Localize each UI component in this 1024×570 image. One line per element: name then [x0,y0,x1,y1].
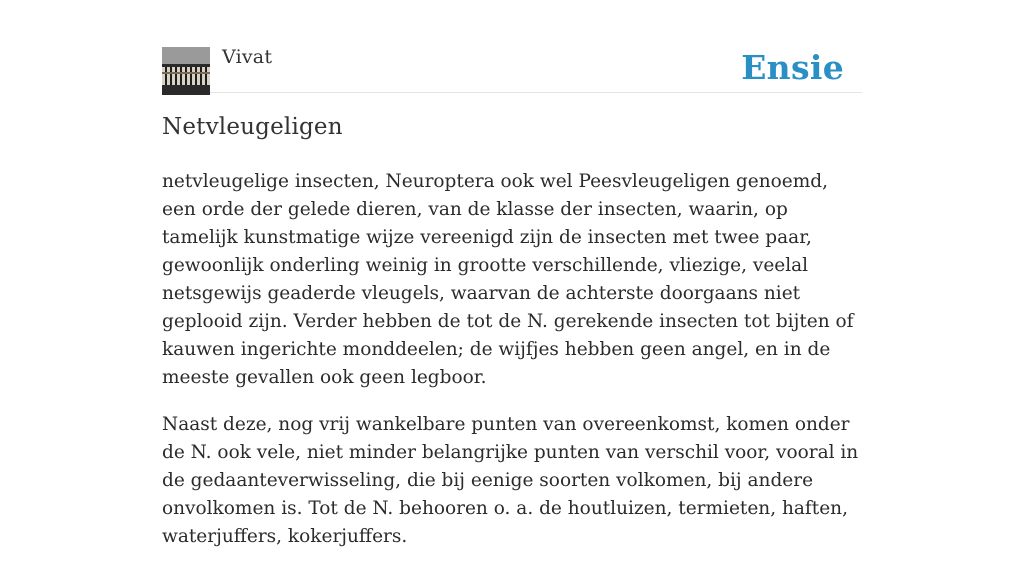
site-header [162,0,862,93]
article-paragraph: Naast deze, nog vrij wankelbare punten van overeenkomst, komen onder de N. ook vele, niet minder belangrijke punten van verschil voor, vooral in de gedaanteverwisseling, die bij eenige soorten volkomen, bij andere onvolkomen is. Tot de N. behooren o. a. de houtluizen, termieten, haften, waterjuffers, kokerjuffers. [162,414,859,547]
page [162,0,862,547]
brand-logo[interactable]: Ensie [741,48,844,87]
author-avatar[interactable] [162,47,210,95]
author-name[interactable]: Vivat [222,46,273,68]
article-paragraph: netvleugelige insecten, Neuroptera ook wel Peesvleugeligen genoemd, een orde der gelede dieren, van de klasse der insecten, waarin, op tamelijk kunstmatige wijze vereenigd zijn de insecten met twee paar, gewoonlijk onderling weinig in grootte verschillende, vliezige, veelal netsgewijs geaderde vleugels, waarvan de achterste doorgaans niet geplooid zijn. Verder hebben de tot de N. gerekende insecten tot bijten of kauwen ingerichte monddeelen; de wijfjes hebben geen angel, en in de meeste gevallen ook geen legboor. [162,171,854,388]
bookshelf-icon [162,47,210,95]
article-title: Netvleugeligen [162,114,343,140]
article-body [162,168,862,570]
